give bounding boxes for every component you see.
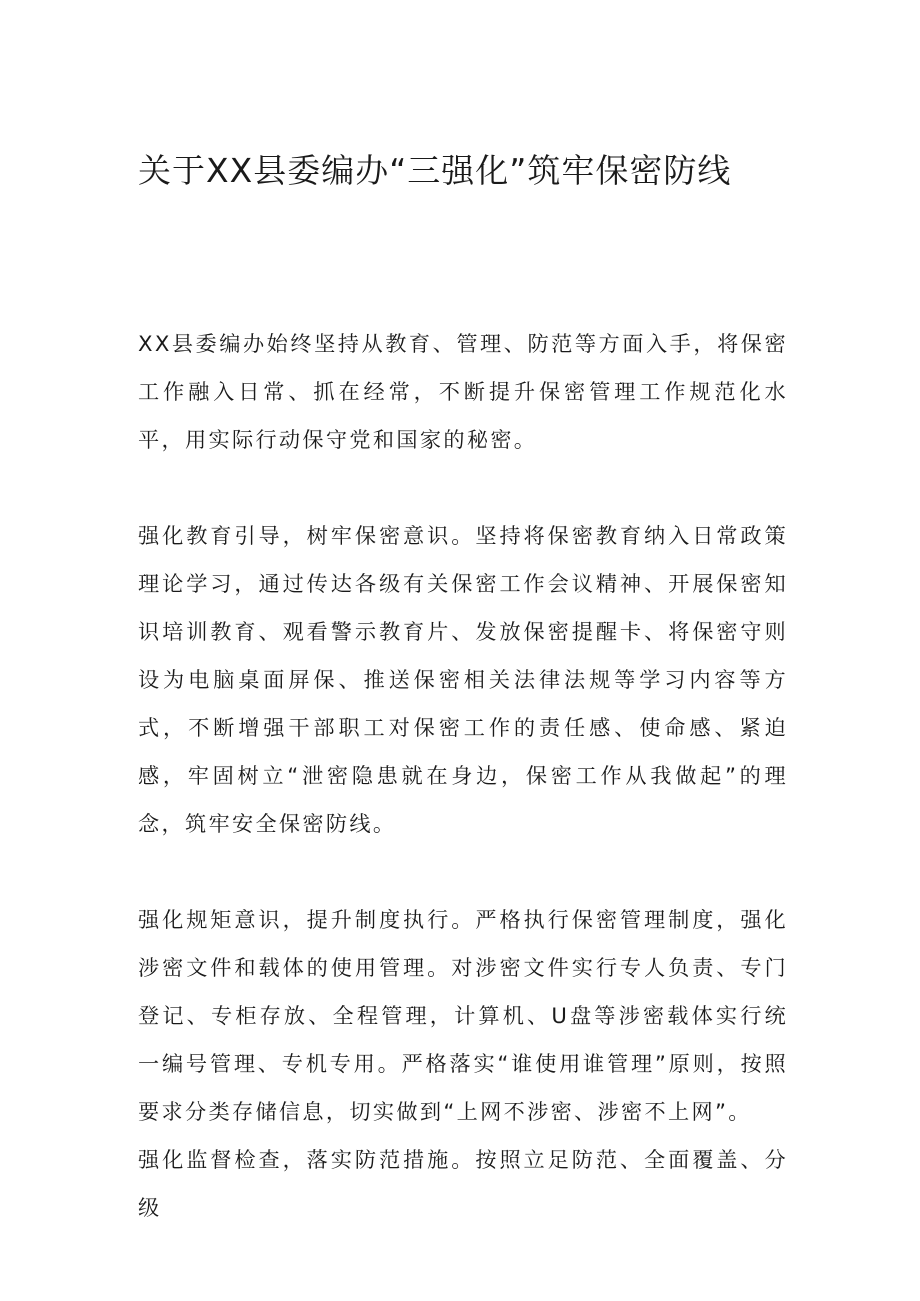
paragraph-rules: 强化规矩意识，提升制度执行。严格执行保密管理制度，强化涉密文件和载体的使用管理。对涉密文件实行专人负责、专门登记、专柜存放、全程管理，计算机、U盘等涉密载体实行统一编号管理、专机专用。严格落实“谁使用谁管理”原则，按照要求分类存储信息，切实做到“上网不涉密、涉密不上网”。 <box>138 907 788 1124</box>
paragraph-intro: XX县委编办始终坚持从教育、管理、防范等方面入手，将保密工作融入日常、抓在经常，不断提升保密管理工作规范化水平，用实际行动保守党和国家的秘密。 <box>138 331 788 452</box>
document-title: 关于XX县委编办“三强化”筑牢保密防线 <box>138 151 732 190</box>
paragraph-supervision: 强化监督检查，落实防范措施。按照立足防范、全面覆盖、分级 <box>138 1147 788 1220</box>
paragraph-education: 强化教育引导，树牢保密意识。坚持将保密教育纳入日常政策理论学习，通过传达各级有关保密工作会议精神、开展保密知识培训教育、观看警示教育片、发放保密提醒卡、将保密守则设为电脑桌面屏保、推送保密相关法律法规等学习内容等方式，不断增强干部职工对保密工作的责任感、使命感、紧迫感，牢固树立“泄密隐患就在身边，保密工作从我做起”的理念，筑牢安全保密防线。 <box>138 523 788 836</box>
